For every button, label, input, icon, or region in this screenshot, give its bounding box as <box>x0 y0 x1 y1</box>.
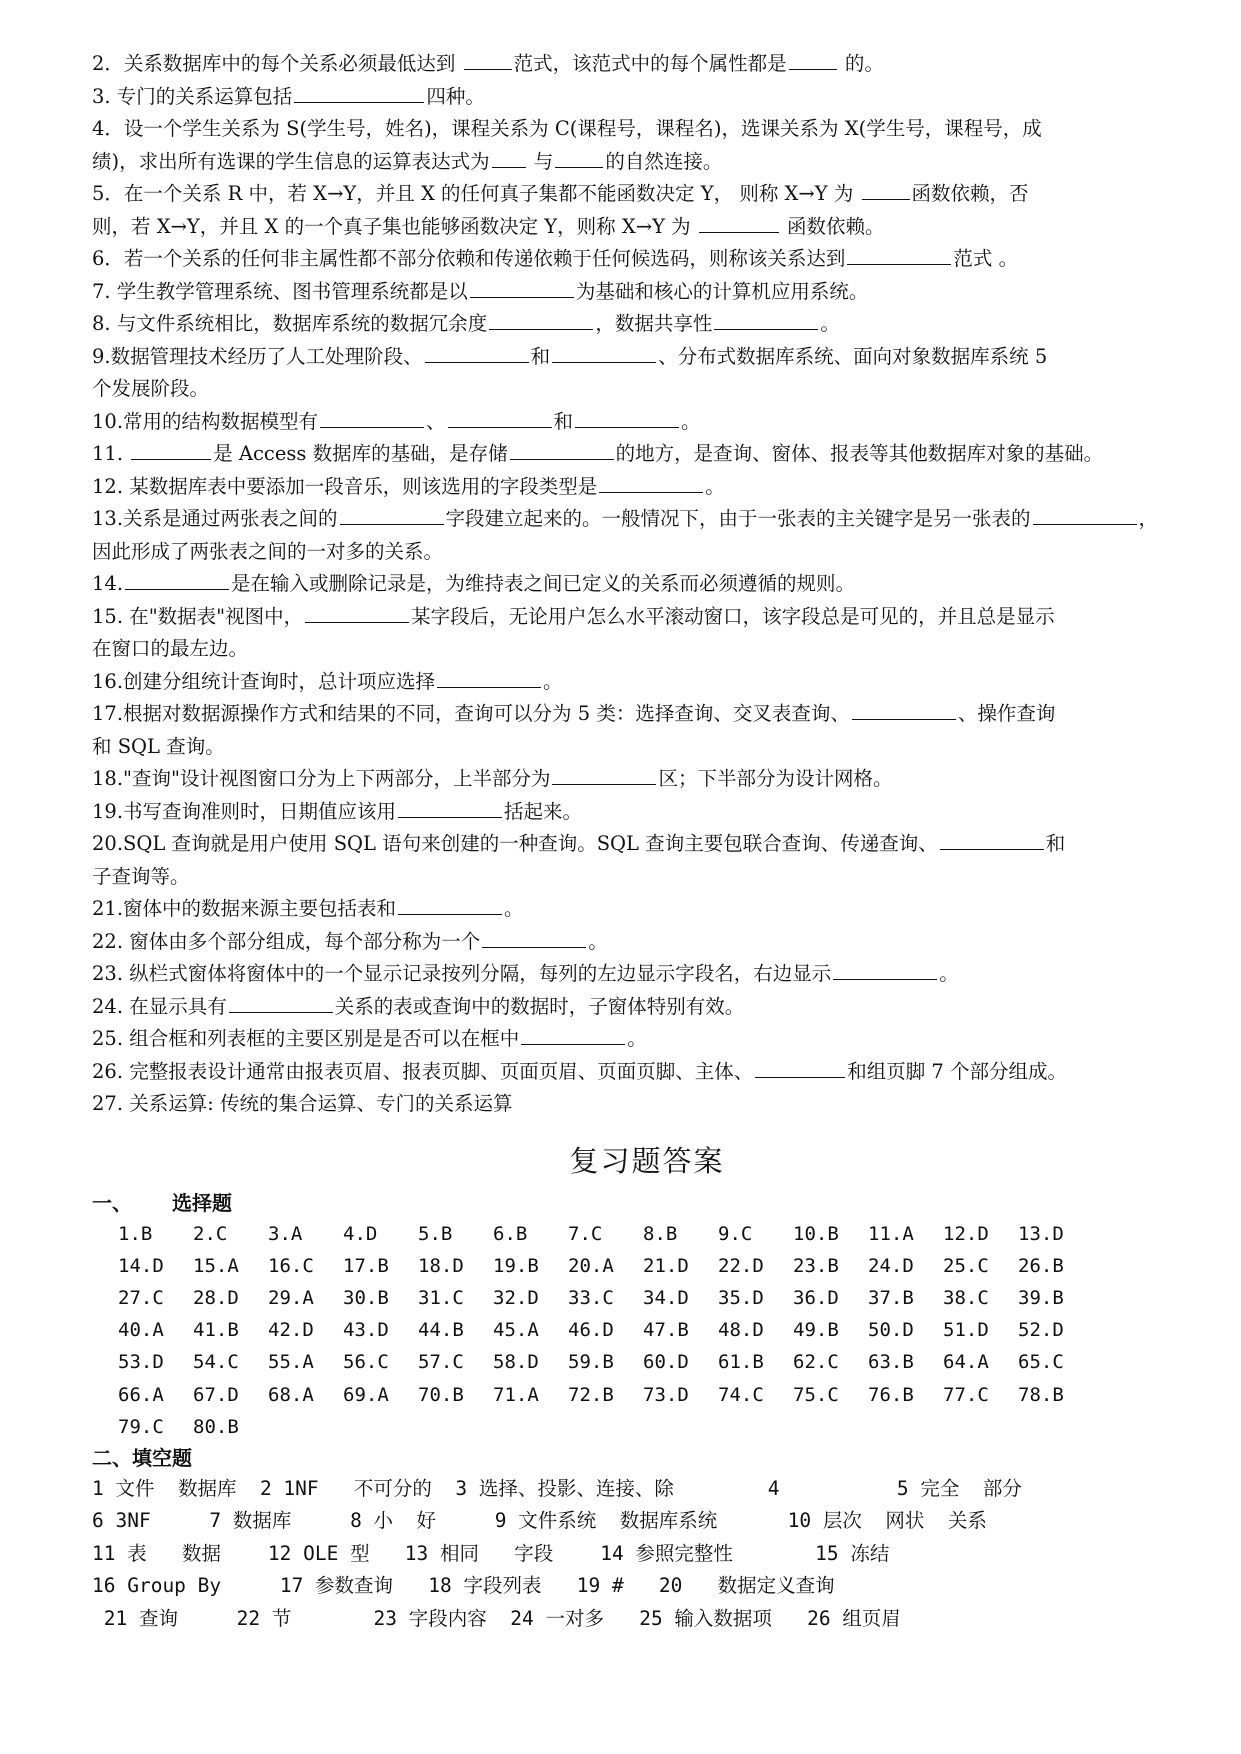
question-line <box>92 211 1202 244</box>
question-line <box>92 276 1202 309</box>
mc-answer: 38.C <box>943 1286 989 1309</box>
fill-answer-row: 21 查询 22 节 23 字段内容 24 一对多 25 输入数据项 26 组页眉 <box>92 1606 901 1630</box>
answer-blank <box>398 799 502 818</box>
question-text: 范式，该范式中的每个属性都是 <box>513 52 787 75</box>
mc-answer: 69.A <box>343 1383 389 1406</box>
mc-answer: 10.B <box>793 1222 839 1245</box>
mc-answer: 36.D <box>793 1286 839 1309</box>
mc-answer: 79.C <box>118 1415 164 1438</box>
answer-blank <box>489 311 593 330</box>
section-heading-multiple-choice <box>92 1188 1202 1218</box>
mc-answer: 15.A <box>193 1254 239 1277</box>
answer-blank <box>552 766 656 785</box>
answer-blank <box>482 929 586 948</box>
question-line <box>92 341 1202 374</box>
question-text: 范式 。 <box>953 247 1019 270</box>
question-text: 在窗口的最左边。 <box>92 637 249 660</box>
question-line <box>92 373 1202 406</box>
question-text: 函数依赖。 <box>780 214 885 238</box>
mc-answer: 5.B <box>418 1222 453 1245</box>
question-text: 四种。 <box>426 84 485 108</box>
question-text: 17.根据对数据源操作方式和结果的不同，查询可以分为 5 类：选择查询、交叉表查询、 <box>92 702 850 725</box>
mc-answer: 53.D <box>118 1351 164 1374</box>
question-text: 9.数据管理技术经历了人工处理阶段、 <box>92 344 423 368</box>
question-text: 23. 纵栏式窗体将窗体中的一个显示记录按列分隔，每列的左边显示字段名，右边显示 <box>92 962 832 985</box>
question-text: 11. <box>92 442 130 465</box>
question-text: 15. 在"数据表"视图中， <box>92 604 304 628</box>
section-number: 一、 <box>92 1190 132 1215</box>
answer-blank <box>470 279 574 298</box>
question-text: 和 <box>530 344 551 368</box>
mc-answer: 56.C <box>343 1351 389 1374</box>
mc-answer: 80.B <box>193 1415 239 1438</box>
mc-answer: 24.D <box>868 1254 914 1277</box>
mc-answer: 51.D <box>943 1319 989 1342</box>
question-text: 的自然连接。 <box>605 149 723 173</box>
question-text: 区；下半部分为设计网格。 <box>658 767 893 790</box>
question-line <box>92 633 1202 666</box>
question-text: 27. 关系运算: 传统的集合运算、专门的关系运算 <box>92 1092 513 1115</box>
mc-answer: 74.C <box>718 1383 764 1406</box>
mc-answer: 50.D <box>868 1319 914 1342</box>
mc-answer: 70.B <box>418 1383 464 1406</box>
answer-blank <box>437 669 541 688</box>
question-line <box>92 731 1202 764</box>
mc-answer: 26.B <box>1018 1254 1064 1277</box>
mc-answer: 77.C <box>943 1383 989 1406</box>
mc-answer: 40.A <box>118 1319 164 1342</box>
mc-answer: 49.B <box>793 1319 839 1342</box>
mc-answer: 44.B <box>418 1319 464 1342</box>
mc-answer: 54.C <box>193 1351 239 1374</box>
question-line <box>92 113 1202 146</box>
question-line <box>92 1088 1202 1121</box>
mc-answer: 11.A <box>868 1222 914 1245</box>
mc-answer: 57.C <box>418 1351 464 1374</box>
answer-blank <box>940 831 1044 850</box>
mc-answer: 21.D <box>643 1254 689 1277</box>
answers-title: 复习题答案 <box>569 1143 725 1178</box>
mc-answer: 12.D <box>943 1222 989 1245</box>
answer-blank <box>599 474 703 493</box>
mc-answer: 29.A <box>268 1286 314 1309</box>
question-text: 和 <box>553 409 574 433</box>
mc-answer: 1.B <box>118 1222 153 1245</box>
question-text: 绩)，求出所有选课的学生信息的运算表达式为 <box>92 149 490 173</box>
mc-answer: 59.B <box>568 1351 614 1374</box>
question-text: 19.书写查询准则时，日期值应该用 <box>92 799 397 823</box>
question-text: 13.关系是通过两张表之间的 <box>92 507 338 530</box>
mc-answer: 58.D <box>493 1351 539 1374</box>
answer-blank <box>294 84 424 103</box>
question-text: 的地方，是查询、窗体、报表等其他数据库对象的基础。 <box>615 442 1104 465</box>
question-text: 函数依赖，否 <box>911 182 1029 205</box>
mc-answer: 64.A <box>943 1351 989 1374</box>
mc-answer: 2.C <box>193 1222 228 1245</box>
question-text: 字段建立起来的。一般情况下，由于一张表的主关键字是另一张表的 <box>445 507 1031 530</box>
question-text: 子查询等。 <box>92 864 190 888</box>
fill-answer-row: 1 文件 数据库 2 1NF 不可分的 3 选择、投影、连接、除 4 5 完全 部分 <box>92 1476 1022 1500</box>
question-text: 是在输入或删除记录是，为维持表之间已定义的关系而必须遵循的规则。 <box>231 572 856 595</box>
question-line <box>92 81 1202 114</box>
question-text: ， <box>1138 507 1159 530</box>
answer-blank <box>320 409 424 428</box>
mc-answer: 47.B <box>643 1319 689 1342</box>
answer-blank <box>229 994 333 1013</box>
answer-blank <box>305 604 409 623</box>
answer-blank <box>555 149 603 168</box>
mc-answer: 7.C <box>568 1222 603 1245</box>
mc-answer: 27.C <box>118 1286 164 1309</box>
answer-blank <box>125 571 229 590</box>
question-text: 和组页脚 7 个部分组成。 <box>847 1059 1068 1083</box>
answer-blank <box>510 441 614 460</box>
mc-answer: 16.C <box>268 1254 314 1277</box>
answer-blank <box>492 149 526 168</box>
mc-answer: 71.A <box>493 1383 539 1406</box>
question-text: 、 <box>426 409 446 433</box>
mc-answer: 55.A <box>268 1351 314 1374</box>
mc-answer: 23.B <box>793 1254 839 1277</box>
mc-answer: 73.D <box>643 1383 689 1406</box>
question-line <box>92 763 1202 796</box>
mc-answer: 35.D <box>718 1286 764 1309</box>
mc-answer: 61.B <box>718 1351 764 1374</box>
mc-answer: 28.D <box>193 1286 239 1309</box>
mc-answer: 32.D <box>493 1286 539 1309</box>
question-line <box>92 1023 1202 1056</box>
question-text: 为基础和核心的计算机应用系统。 <box>575 279 869 303</box>
mc-answer: 46.D <box>568 1319 614 1342</box>
mc-answer: 43.D <box>343 1319 389 1342</box>
question-line <box>92 796 1202 829</box>
answer-blank <box>340 506 444 525</box>
answer-blank <box>699 214 779 233</box>
answer-blank <box>833 961 937 980</box>
answer-blank <box>789 51 837 70</box>
question-line <box>92 406 1202 439</box>
mc-answer: 6.B <box>493 1222 528 1245</box>
answer-blank <box>464 51 512 70</box>
mc-answer: 39.B <box>1018 1286 1064 1309</box>
question-text: 18."查询"设计视图窗口分为上下两部分，上半部分为 <box>92 767 551 790</box>
answer-blank <box>131 441 211 460</box>
fill-answer-row: 6 3NF 7 数据库 8 小 好 9 文件系统 数据库系统 10 层次 网状 关系 <box>92 1509 987 1533</box>
mc-answer: 42.D <box>268 1319 314 1342</box>
question-line <box>92 601 1202 634</box>
question-text: 10.常用的结构数据模型有 <box>92 409 319 433</box>
question-text: 14. <box>92 572 124 595</box>
question-text: 2．关系数据库中的每个关系必须最低达到 <box>92 52 462 75</box>
mc-answer: 63.B <box>868 1351 914 1374</box>
mc-answer: 3.A <box>268 1222 303 1245</box>
mc-answer: 22.D <box>718 1254 764 1277</box>
mc-answer: 37.B <box>868 1286 914 1309</box>
answer-blank <box>755 1059 845 1078</box>
question-text: 26. 完整报表设计通常由报表页眉、报表页脚、页面页眉、页面页脚、主体、 <box>92 1059 754 1083</box>
question-text: 。 <box>543 669 563 693</box>
answer-blank <box>714 311 818 330</box>
mc-answer: 8.B <box>643 1222 678 1245</box>
document-page <box>92 48 1202 1635</box>
question-text: 和 SQL 查询。 <box>92 734 225 758</box>
question-line <box>92 308 1202 341</box>
question-line <box>92 698 1202 731</box>
fill-answer-row: 11 表 数据 12 OLE 型 13 相同 字段 14 参照完整性 15 冻结 <box>92 1541 890 1565</box>
question-text: 16.创建分组统计查询时，总计项应选择 <box>92 669 436 693</box>
question-text: 4．设一个学生关系为 S(学生号，姓名)，课程关系为 C(课程号，课程名)，选课关系为 X(学生号，课程号，成 <box>92 117 1042 140</box>
mc-answer: 13.D <box>1018 1222 1064 1245</box>
fill-in-questions <box>92 48 1202 1121</box>
question-text: 。 <box>705 474 725 498</box>
question-text: 6．若一个关系的任何非主属性都不部分依赖和传递依赖于任何候选码，则称该关系达到 <box>92 247 846 270</box>
question-text: 关系的表或查询中的数据时，子窗体特别有效。 <box>334 994 745 1018</box>
question-line <box>92 568 1202 601</box>
answer-blank <box>847 246 951 265</box>
mc-answer: 19.B <box>493 1254 539 1277</box>
mc-answer: 66.A <box>118 1383 164 1406</box>
question-text: 是 Access 数据库的基础，是存储 <box>213 442 508 465</box>
question-text: 8. 与文件系统相比，数据库系统的数据冗余度 <box>92 312 488 335</box>
question-line <box>92 1056 1202 1089</box>
mc-answer: 76.B <box>868 1383 914 1406</box>
fill-in-answers <box>92 1473 1202 1636</box>
mc-answer: 20.A <box>568 1254 614 1277</box>
question-line <box>92 48 1202 81</box>
question-text: ，数据共享性 <box>595 312 713 335</box>
question-text: 5．在一个关系 R 中，若 X→Y，并且 X 的任何真子集都不能函数决定 Y， 则称 X→Y 为 <box>92 182 860 205</box>
answer-blank <box>448 409 552 428</box>
question-line <box>92 991 1202 1024</box>
question-text: 。 <box>681 409 701 433</box>
question-line <box>92 536 1202 569</box>
answer-blank <box>552 344 656 363</box>
section-title: 选择题 <box>172 1190 232 1215</box>
question-text: 某字段后，无论用户怎么水平滚动窗口，该字段总是可见的，并且总是显示 <box>411 604 1055 628</box>
question-text: 和 <box>1045 832 1066 855</box>
mc-answer: 48.D <box>718 1319 764 1342</box>
mc-answer: 78.B <box>1018 1383 1064 1406</box>
question-text: 22. 窗体由多个部分组成，每个部分称为一个 <box>92 929 481 953</box>
question-text: 括起来。 <box>504 799 583 823</box>
question-line <box>92 861 1202 894</box>
fill-answer-row: 16 Group By 17 参数查询 18 字段列表 19 # 20 数据定义查询 <box>92 1574 835 1598</box>
multiple-choice-answers <box>118 1218 1202 1443</box>
question-line <box>92 666 1202 699</box>
mc-answer: 34.D <box>643 1286 689 1309</box>
question-line <box>92 178 1202 211</box>
question-line <box>92 893 1202 926</box>
question-text: 则，若 X→Y，并且 X 的一个真子集也能够函数决定 Y，则称 X→Y 为 <box>92 214 697 238</box>
mc-answer: 45.A <box>493 1319 539 1342</box>
question-text: 12. 某数据库表中要添加一段音乐，则该选用的字段类型是 <box>92 474 598 498</box>
mc-answer: 75.C <box>793 1383 839 1406</box>
question-text: 个发展阶段。 <box>92 377 210 400</box>
question-text: 、操作查询 <box>957 702 1056 725</box>
answer-blank <box>521 1026 625 1045</box>
section-heading-fill-in: 二、填空题 <box>92 1445 192 1470</box>
question-text: 的。 <box>838 52 884 75</box>
mc-answer: 31.C <box>418 1286 464 1309</box>
mc-answer: 41.B <box>193 1319 239 1342</box>
mc-answer: 4.D <box>343 1222 378 1245</box>
question-text: 25. 组合框和列表框的主要区别是是否可以在框中 <box>92 1027 520 1050</box>
mc-answer: 67.D <box>193 1383 239 1406</box>
question-text: 。 <box>939 962 959 985</box>
question-line <box>92 828 1202 861</box>
mc-answer: 33.C <box>568 1286 614 1309</box>
question-text: 20.SQL 查询就是用户使用 SQL 语句来创建的一种查询。SQL 查询主要包联合查询、传递查询、 <box>92 832 938 855</box>
question-text: 与 <box>527 149 554 173</box>
answer-blank <box>575 409 679 428</box>
mc-answer: 62.C <box>793 1351 839 1374</box>
mc-answer: 72.B <box>568 1383 614 1406</box>
mc-answer: 17.B <box>343 1254 389 1277</box>
answer-blank <box>852 701 956 720</box>
question-line <box>92 926 1202 959</box>
question-text: 。 <box>588 929 608 953</box>
question-text: 因此形成了两张表之间的一对多的关系。 <box>92 539 444 563</box>
answer-blank <box>398 896 502 915</box>
mc-answer: 68.A <box>268 1383 314 1406</box>
question-line <box>92 958 1202 991</box>
mc-answer: 25.C <box>943 1254 989 1277</box>
mc-answer: 9.C <box>718 1222 753 1245</box>
question-text: 24. 在显示具有 <box>92 994 227 1018</box>
answer-blank <box>862 181 910 200</box>
mc-answer: 65.C <box>1018 1351 1064 1374</box>
mc-answer: 60.D <box>643 1351 689 1374</box>
question-line <box>92 503 1202 536</box>
mc-answer: 30.B <box>343 1286 389 1309</box>
mc-answer: 52.D <box>1018 1319 1064 1342</box>
question-line <box>92 471 1202 504</box>
question-line <box>92 146 1202 179</box>
question-line <box>92 243 1202 276</box>
question-text: 21.窗体中的数据来源主要包括表和 <box>92 897 397 920</box>
question-text: 7. 学生教学管理系统、图书管理系统都是以 <box>92 279 468 303</box>
answer-blank <box>425 344 529 363</box>
question-text: 。 <box>627 1027 647 1050</box>
mc-answer: 14.D <box>118 1254 164 1277</box>
question-text: 3. 专门的关系运算包括 <box>92 84 293 108</box>
mc-answer: 18.D <box>418 1254 464 1277</box>
question-text: 、分布式数据库系统、面向对象数据库系统 5 <box>658 344 1048 368</box>
question-line <box>92 438 1202 471</box>
answer-blank <box>1033 506 1137 525</box>
question-text: 。 <box>820 312 840 335</box>
question-text: 。 <box>504 897 524 920</box>
